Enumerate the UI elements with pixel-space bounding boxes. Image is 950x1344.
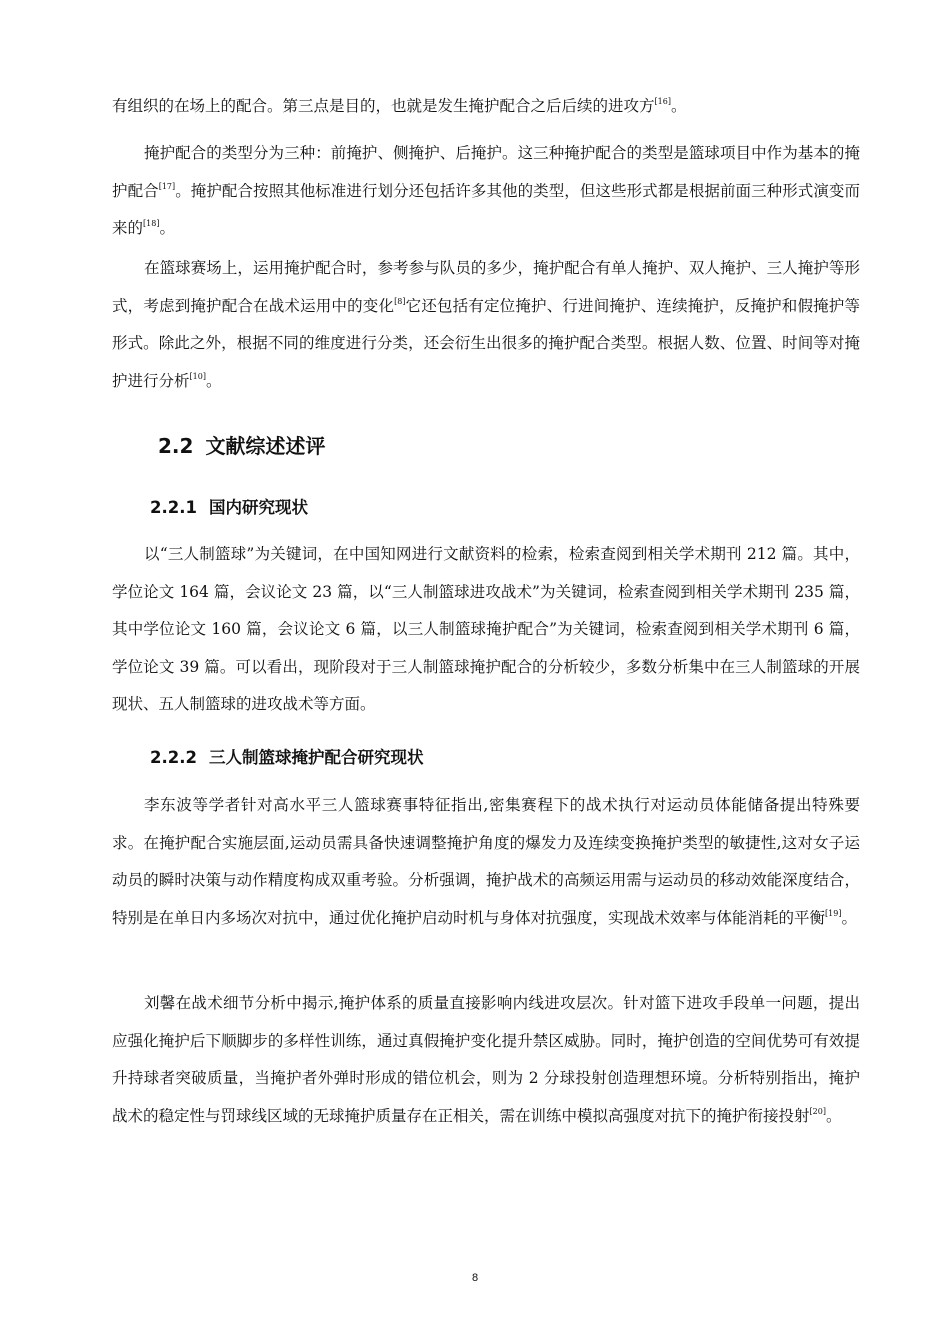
paragraph-continuation xyxy=(112,88,860,126)
citation-ref: [20] xyxy=(809,1106,826,1116)
subsection-heading-screen-research xyxy=(150,746,423,770)
paragraph-text: 。 xyxy=(841,908,857,927)
paragraph-text: 它还包括有定位掩护、行进间掩护、连续掩护，反掩护和假掩护等形式。除此之外，根据不同的维度进行分类，还会衍生出很多的掩护配合类型。根据人数、位置、时间等对掩护进行分析 xyxy=(112,296,860,390)
paragraph-text: 。 xyxy=(670,97,687,115)
paragraph-text: 有组织的在场上的配合。第三点是目的，也就是发生掩护配合之后后续的进攻方 xyxy=(112,97,655,115)
citation-ref: [19] xyxy=(825,908,842,918)
subsection-title: 国内研究现状 xyxy=(208,498,308,517)
paragraph-text: 。 xyxy=(205,371,222,390)
section-number: 2.2 xyxy=(158,434,194,458)
citation-ref: [18] xyxy=(143,219,160,228)
citation-ref: [10] xyxy=(189,371,206,381)
paragraph-text: 刘馨在战术细节分析中揭示,掩护体系的质量直接影响内线进攻层次。针对篮下进攻手段单一问题，提出应强化掩护后下顺脚步的多样性训练，通过真假掩护变化提升禁区威胁。同时，掩护创造的空间优势可有效提升持球者突破质量，当掩护者外弹时形成的错位机会，则为 2 分球投射创造理想环境。分析特别指出，掩护战术的稳定性与罚球线区域的无球掩护质量存在正相关，需在训练中模拟高强度对抗下的掩护衔接投射 xyxy=(112,994,860,1125)
paragraph-text: 。掩护配合按照其他标准进行划分还包括许多其他的类型，但这些形式都是根据前面三种形式演变而来的 xyxy=(112,181,860,237)
paragraph-liu-xin xyxy=(112,985,860,1135)
page-number: 8 xyxy=(471,1272,479,1284)
subsection-heading-domestic xyxy=(150,496,308,520)
paragraph-literature-search: 以“三人制篮球”为关键词，在中国知网进行文献资料的检索，检索查阅到相关学术期刊 212 篇。其中，学位论文 164 篇，会议论文 23 篇，以“三人制篮球进攻战术”为关键词，检索查阅到相关学术期刊 235 篇，其中学位论文 160 篇，会议论文 6 篇，以三人制篮球掩护配合”为关键词，检索查阅到相关学术期刊 6 篇，学位论文 39 篇。可以看出，现阶段对于三人制篮球掩护配合的分析较少，多数分析集中在三人制篮球的开展现状、五人制篮球的进攻战术等方面。 xyxy=(112,545,860,713)
citation-ref: [17] xyxy=(158,181,176,191)
section-title: 文献综述述评 xyxy=(205,434,326,458)
paragraph-text: 在篮球赛场上，运用掩护配合时，参考参与队员的多少，掩护配合有单人掩护、双人掩护、三人掩护等形式，考虑到掩护配合在战术运用中的变化 xyxy=(112,259,860,315)
paragraph-li-dongbo xyxy=(112,787,860,937)
paragraph-text: 。 xyxy=(159,219,175,237)
paragraph-screen-forms xyxy=(112,250,860,400)
paragraph-text: 李东波等学者针对高水平三人篮球赛事特征指出,密集赛程下的战术执行对运动员体能储备提出特殊要求。在掩护配合实施层面,运动员需具备快速调整掩护角度的爆发力及连续变换掩护类型的敏捷性,这对女子运动员的瞬时决策与动作精度构成双重考验。分析强调，掩护战术的高频运用需与运动员的移动效能深度结合，特别是在单日内多场次对抗中，通过优化掩护启动时机与身体对抗强度，实现战术效率与体能消耗的平衡 xyxy=(112,796,860,927)
section-heading xyxy=(158,431,325,461)
subsection-number: 2.2.1 xyxy=(150,498,197,517)
paragraph-text: 掩护配合的类型分为三种：前掩护、侧掩护、后掩护。这三种掩护配合的类型是篮球项目中作为基本的掩护配合 xyxy=(112,144,860,200)
subsection-number: 2.2.2 xyxy=(150,748,197,767)
subsection-title: 三人制篮球掩护配合研究现状 xyxy=(208,748,424,767)
paragraph-screen-types xyxy=(112,135,860,248)
citation-ref: [8] xyxy=(394,296,406,306)
paragraph-text: 。 xyxy=(825,1106,842,1125)
citation-ref: [16] xyxy=(654,97,671,106)
